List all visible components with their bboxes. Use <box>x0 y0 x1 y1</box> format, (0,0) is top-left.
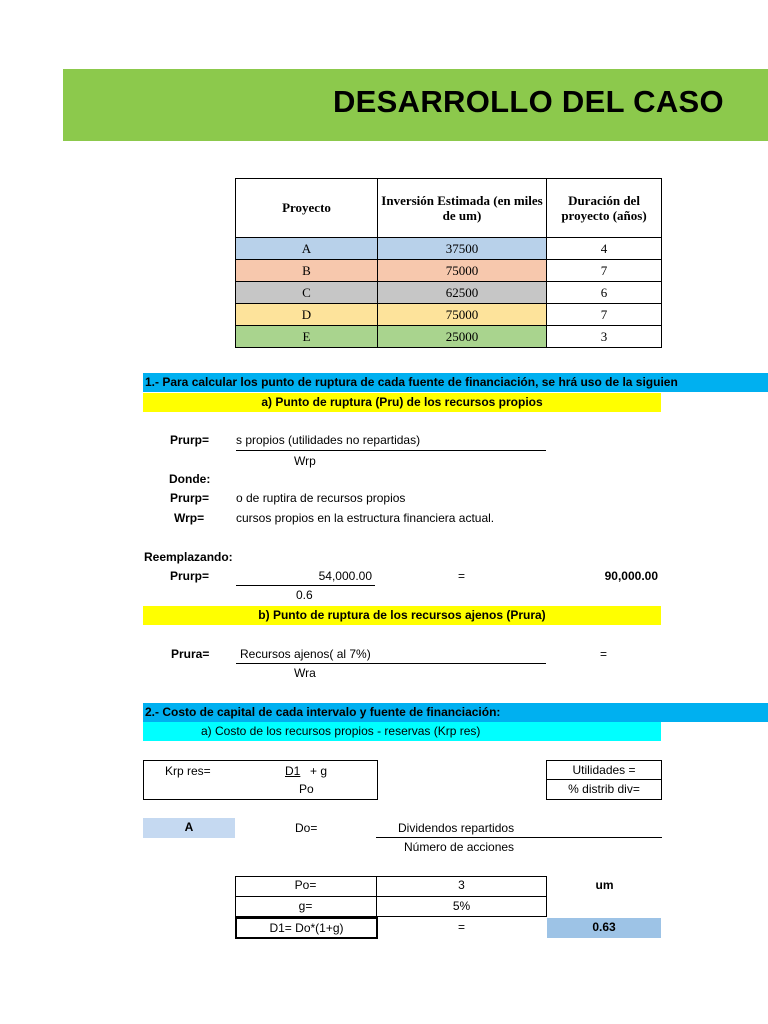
table-row <box>236 238 662 260</box>
section-1a-bar <box>143 393 661 412</box>
def-prurp-label: Prurp= <box>170 491 210 505</box>
calc-prurp-label: Prurp= <box>170 569 210 583</box>
column-header: Duración del proyecto (años) <box>547 179 662 238</box>
duration-cell: 3 <box>547 326 662 348</box>
def-wrp-text: cursos propios en la estructura financiera actual. <box>236 511 495 525</box>
duration-cell: 7 <box>547 304 662 326</box>
table-header-row <box>236 179 662 238</box>
krp-d1: D1 <box>285 764 301 778</box>
calc-equals: = <box>458 569 466 583</box>
d1-label: D1= Do*(1+g) <box>235 917 378 939</box>
fraction-line <box>236 663 546 664</box>
calc-denominator: 0.6 <box>296 588 313 602</box>
def-wrp-label: Wrp= <box>174 511 205 525</box>
g-label: g= <box>298 899 313 913</box>
utilidades-label: Utilidades = <box>572 763 636 777</box>
investment-cell: 62500 <box>378 282 547 304</box>
section-1b-bar <box>143 606 661 625</box>
prurp-numerator: s propios (utilidades no repartidas) <box>236 433 421 447</box>
g-value: 5% <box>452 899 471 913</box>
project-table <box>235 178 662 348</box>
prura-equals: = <box>600 647 608 661</box>
krp-plus-g: + g <box>310 764 328 778</box>
do-label: Do= <box>295 821 318 835</box>
project-a-tag: A <box>143 818 235 838</box>
table-row <box>236 282 662 304</box>
section-2a-bar <box>143 722 661 741</box>
project-cell: E <box>236 326 378 348</box>
section-2-heading: 2.- Costo de capital de cada intervalo y fuente de financiación: <box>145 705 501 719</box>
donde-label: Donde: <box>169 472 211 486</box>
krp-po: Po <box>299 782 314 796</box>
section-1-heading: 1.- Para calcular los punto de ruptura de cada fuente de financiación, se hrá uso de la siguien <box>145 375 678 389</box>
project-cell: A <box>236 238 378 260</box>
prurp-label: Prurp= <box>170 433 210 447</box>
prura-denominator: Wra <box>294 666 316 680</box>
def-prurp-text: o de ruptira de recursos propios <box>236 491 406 505</box>
table-row <box>236 304 662 326</box>
project-cell: D <box>236 304 378 326</box>
fraction-line <box>376 837 662 838</box>
d1-value: 0.63 <box>547 918 661 938</box>
prura-numerator: Recursos ajenos( al 7%) <box>240 647 371 661</box>
section-2a-heading: a) Costo de los recursos propios - reservas (Krp res) <box>201 724 481 738</box>
distrib-label: % distrib div= <box>568 782 640 796</box>
investment-cell: 75000 <box>378 304 547 326</box>
project-cell: B <box>236 260 378 282</box>
table-row <box>236 326 662 348</box>
duration-cell: 7 <box>547 260 662 282</box>
krp-label: Krp res= <box>165 764 211 778</box>
column-header: Proyecto <box>236 179 378 238</box>
column-header: Inversión Estimada (en miles de um) <box>378 179 547 238</box>
investment-cell: 25000 <box>378 326 547 348</box>
section-2-heading-bar <box>143 703 768 722</box>
fraction-line <box>236 450 546 451</box>
fraction-line <box>236 585 375 586</box>
prurp-denominator: Wrp <box>294 454 316 468</box>
prura-label: Prura= <box>171 647 210 661</box>
calc-result: 90,000.00 <box>604 569 658 583</box>
calc-numerator: 54,000.00 <box>318 569 372 583</box>
duration-cell: 4 <box>547 238 662 260</box>
section-1-heading-bar <box>143 373 768 392</box>
project-cell: C <box>236 282 378 304</box>
duration-cell: 6 <box>547 282 662 304</box>
po-label: Po= <box>294 878 317 892</box>
investment-cell: 75000 <box>378 260 547 282</box>
section-1b-heading: b) Punto de ruptura de los recursos ajenos (Prura) <box>258 608 546 622</box>
table-row <box>236 260 662 282</box>
investment-cell: 37500 <box>378 238 547 260</box>
do-denominator: Número de acciones <box>404 840 515 854</box>
divider <box>546 779 662 780</box>
reemplazando-label: Reemplazando: <box>144 550 233 564</box>
po-value: 3 <box>458 878 465 892</box>
do-numerator: Dividendos repartidos <box>398 821 515 835</box>
d1-equals: = <box>457 920 465 934</box>
po-unit: um <box>595 878 614 892</box>
title-banner <box>63 69 768 141</box>
page-title: DESARROLLO DEL CASO <box>333 84 724 119</box>
section-1a-heading: a) Punto de ruptura (Pru) de los recursos propios <box>261 395 543 409</box>
